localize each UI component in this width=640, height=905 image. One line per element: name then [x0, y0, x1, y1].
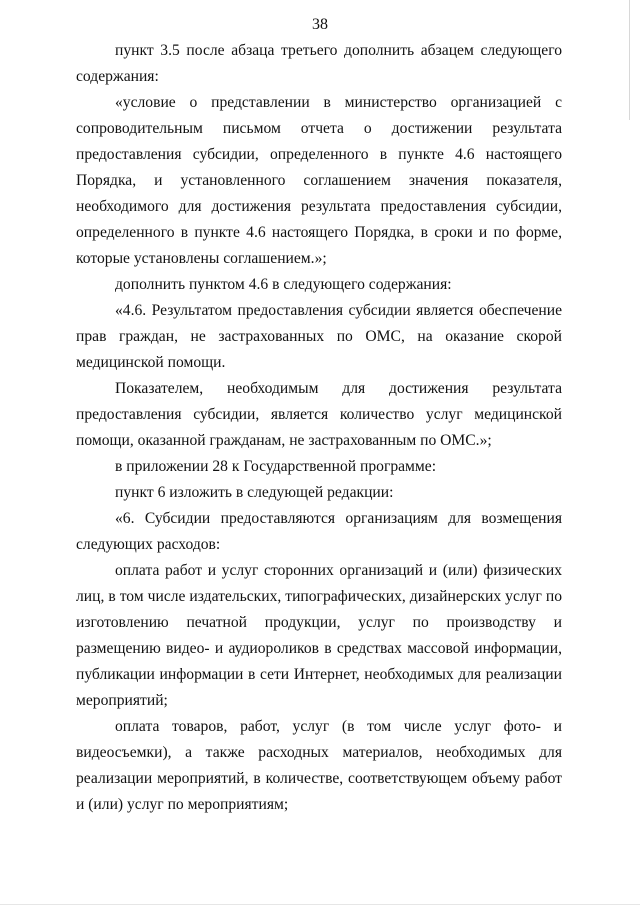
paragraph-item-6-subsidies: «6. Субсидии предоставляются организациям для возмещения следующих расходов: [76, 510, 562, 553]
paragraph-goods-payment: оплата товаров, работ, услуг (в том числе услуг фото- и видеосъемки), а также расходных материалов, необходимых для реализации мероприятий, в количестве, соответствующем объему работ и (или) услуг по мероприятиям; [76, 718, 562, 813]
paragraph-services-payment: оплата работ и услуг сторонних организаций и (или) физических лиц, в том числе издательских, типографических, дизайнерских услуг по изготовлению печатной продукции, услуг по производству и размещению видео- и аудиороликов в средствах массовой информации, публикации информации в сети Интернет, необходимых для реализации мероприятий; [76, 562, 562, 709]
document-body [76, 38, 562, 818]
paragraph-4-6-result: «4.6. Результатом предоставления субсидии является обеспечение прав граждан, не застрахованных по ОМС, на оказание скорой медицинской помощи. [76, 302, 562, 371]
paragraph-add-4-6: дополнить пунктом 4.6 в следующего содержания: [115, 276, 452, 293]
page-number: 38 [312, 16, 328, 33]
paragraph-condition-report: «условие о представлении в министерство организацией с сопроводительным письмом отчета о достижении результата предоставления субсидии, определенного в пункте 4.6 настоящего Порядка, и установленного соглашением значения показателя, необходимого для достижения результата предоставления субсидии, определенного в пункте 4.6 настоящего Порядка, в сроки и по форме, которые установлены соглашением.»; [76, 94, 562, 267]
paragraph-item-6-edit: пункт 6 изложить в следующей редакции: [115, 484, 394, 501]
paragraph-appendix-28: в приложении 28 к Государственной программе: [115, 458, 437, 475]
paragraph-amend-3-5: пункт 3.5 после абзаца третьего дополнить абзацем следующего содержания: [76, 42, 562, 85]
paragraph-indicator: Показателем, необходимым для достижения результата предоставления субсидии, является количество услуг медицинской помощи, оказанной гражданам, не застрахованным по ОМС.»; [76, 380, 562, 449]
